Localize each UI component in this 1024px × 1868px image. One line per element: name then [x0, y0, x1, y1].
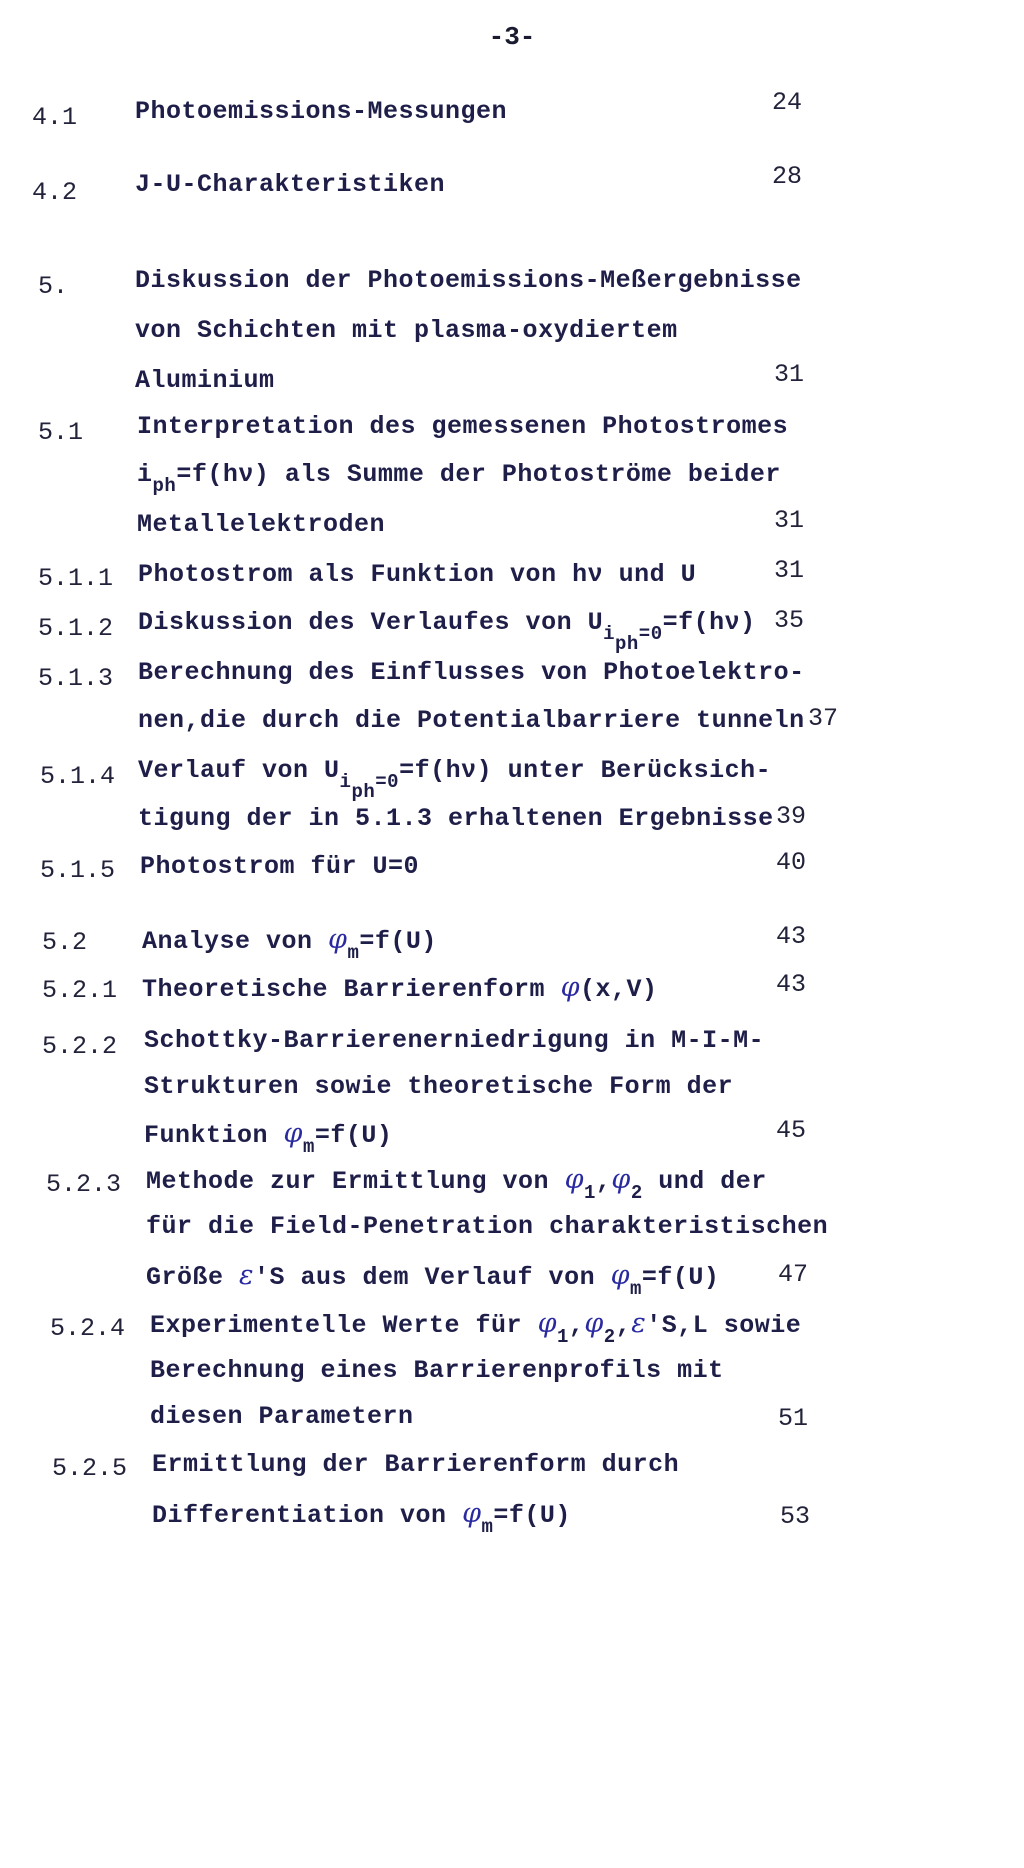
toc-number: 5.1.4: [40, 762, 116, 791]
toc-page: 43: [776, 970, 807, 999]
toc-number: 5.2: [42, 928, 88, 957]
phi-symbol: φ: [283, 1118, 303, 1149]
toc-entry-text: Theoretische Barrierenform φ(x,V): [142, 972, 658, 1004]
toc-entry-text: $i_{ph}=f(h\nu)$ als Summe der Photoströme beider: [137, 460, 781, 497]
toc-entry-text: Photoemissions-Messungen: [135, 97, 508, 126]
toc-entry-text: nen,die durch die Potentialbarriere tunneln: [138, 706, 805, 735]
toc-number: 5.2.3: [46, 1170, 122, 1199]
toc-entry-text: Funktion $\varphi_m=f(U)$: [144, 1118, 393, 1158]
epsilon-symbol: ε: [239, 1260, 255, 1291]
phi-symbol: φ: [611, 1164, 631, 1195]
toc-entry-text: J-U-Charakteristiken: [135, 170, 446, 199]
toc-entry-text: Photostrom für U=0: [140, 852, 420, 881]
toc-entry-text: Größe ε'S aus dem Verlauf von $\varphi_m=f(U)$: [146, 1260, 720, 1300]
toc-entry-text: Metallelektroden: [137, 510, 386, 539]
phi-symbol: φ: [328, 924, 348, 955]
toc-number: 4.2: [32, 178, 78, 207]
toc-entry-text: Strukturen sowie theoretische Form der: [144, 1072, 734, 1101]
toc-entry-text: Photostrom als Funktion von hν und U: [138, 560, 697, 589]
toc-entry-text: Interpretation des gemessenen Photostromes: [137, 412, 789, 441]
toc-number: 5.1.1: [38, 564, 114, 593]
phi-symbol: φ: [584, 1308, 604, 1339]
toc-page: 37: [808, 704, 839, 733]
toc-page: 43: [776, 922, 807, 951]
page-number: -3-: [488, 22, 536, 52]
toc-entry-text: Berechnung des Einflusses von Photoelektro-: [138, 658, 805, 687]
toc-number: 5.2.2: [42, 1032, 118, 1061]
toc-page: 39: [776, 802, 807, 831]
toc-page: 51: [778, 1404, 809, 1433]
phi-symbol: φ: [560, 972, 580, 1003]
toc-entry-text: diesen Parametern: [150, 1402, 414, 1431]
toc-entry-text: Methode zur Ermittlung von $\varphi_1,\varphi_2$ und der: [146, 1164, 767, 1204]
toc-entry-text: Diskussion der Photoemissions-Meßergebnisse: [135, 266, 802, 295]
phi-symbol: φ: [610, 1260, 630, 1291]
epsilon-symbol: ε: [631, 1308, 647, 1339]
toc-entry-text: tigung der in 5.1.3 erhaltenen Ergebnisse: [138, 804, 774, 833]
toc-number: 5.1.3: [38, 664, 114, 693]
toc-page: 45: [776, 1116, 807, 1145]
toc-page: 28: [772, 162, 803, 191]
toc-entry-text: von Schichten mit plasma-oxydiertem: [135, 316, 678, 345]
toc-number: 5.2.1: [42, 976, 118, 1005]
toc-number: 5.2.5: [52, 1454, 128, 1483]
toc-page: 53: [780, 1502, 811, 1531]
toc-entry-text: Differentiation von $\varphi_m=f(U)$: [152, 1498, 571, 1538]
toc-page: 31: [774, 360, 805, 389]
toc-entry-text: Schottky-Barrierenerniedrigung in M-I-M-: [144, 1026, 765, 1055]
phi-symbol: φ: [564, 1164, 584, 1195]
toc-number: 5.1: [38, 418, 84, 447]
toc-entry-text: Analyse von $\varphi_m=f(U)$: [142, 924, 437, 964]
toc-page: 24: [772, 88, 803, 117]
toc-page: 31: [774, 506, 805, 535]
toc-number: 5.: [38, 272, 69, 301]
phi-symbol: φ: [537, 1308, 557, 1339]
toc-number: 4.1: [32, 103, 78, 132]
toc-page: 35: [774, 606, 805, 635]
toc-entry-text: Ermittlung der Barrierenform durch: [152, 1450, 680, 1479]
toc-number: 5.1.5: [40, 856, 116, 885]
toc-page: 31: [774, 556, 805, 585]
toc-page: 47: [778, 1260, 809, 1289]
toc-entry-text: Aluminium: [135, 366, 275, 395]
toc-entry-text: Experimentelle Werte für $\varphi_1,\varphi_2,\varepsilon'S,L$ sowie: [150, 1308, 802, 1348]
toc-entry-text: Verlauf von $U_{i_{ph}=0}=f(h\nu)$ unter Berücksich-: [138, 756, 772, 803]
toc-page: 40: [776, 848, 807, 877]
phi-symbol: φ: [462, 1498, 482, 1529]
toc-entry-text: Berechnung eines Barrierenprofils mit: [150, 1356, 724, 1385]
toc-entry-text: Diskussion des Verlaufes von $U_{i_{ph}=0}=f(h\nu)$: [138, 608, 756, 655]
toc-number: 5.1.2: [38, 614, 114, 643]
toc-entry-text: für die Field-Penetration charakteristischen: [146, 1212, 829, 1241]
toc-number: 5.2.4: [50, 1314, 126, 1343]
